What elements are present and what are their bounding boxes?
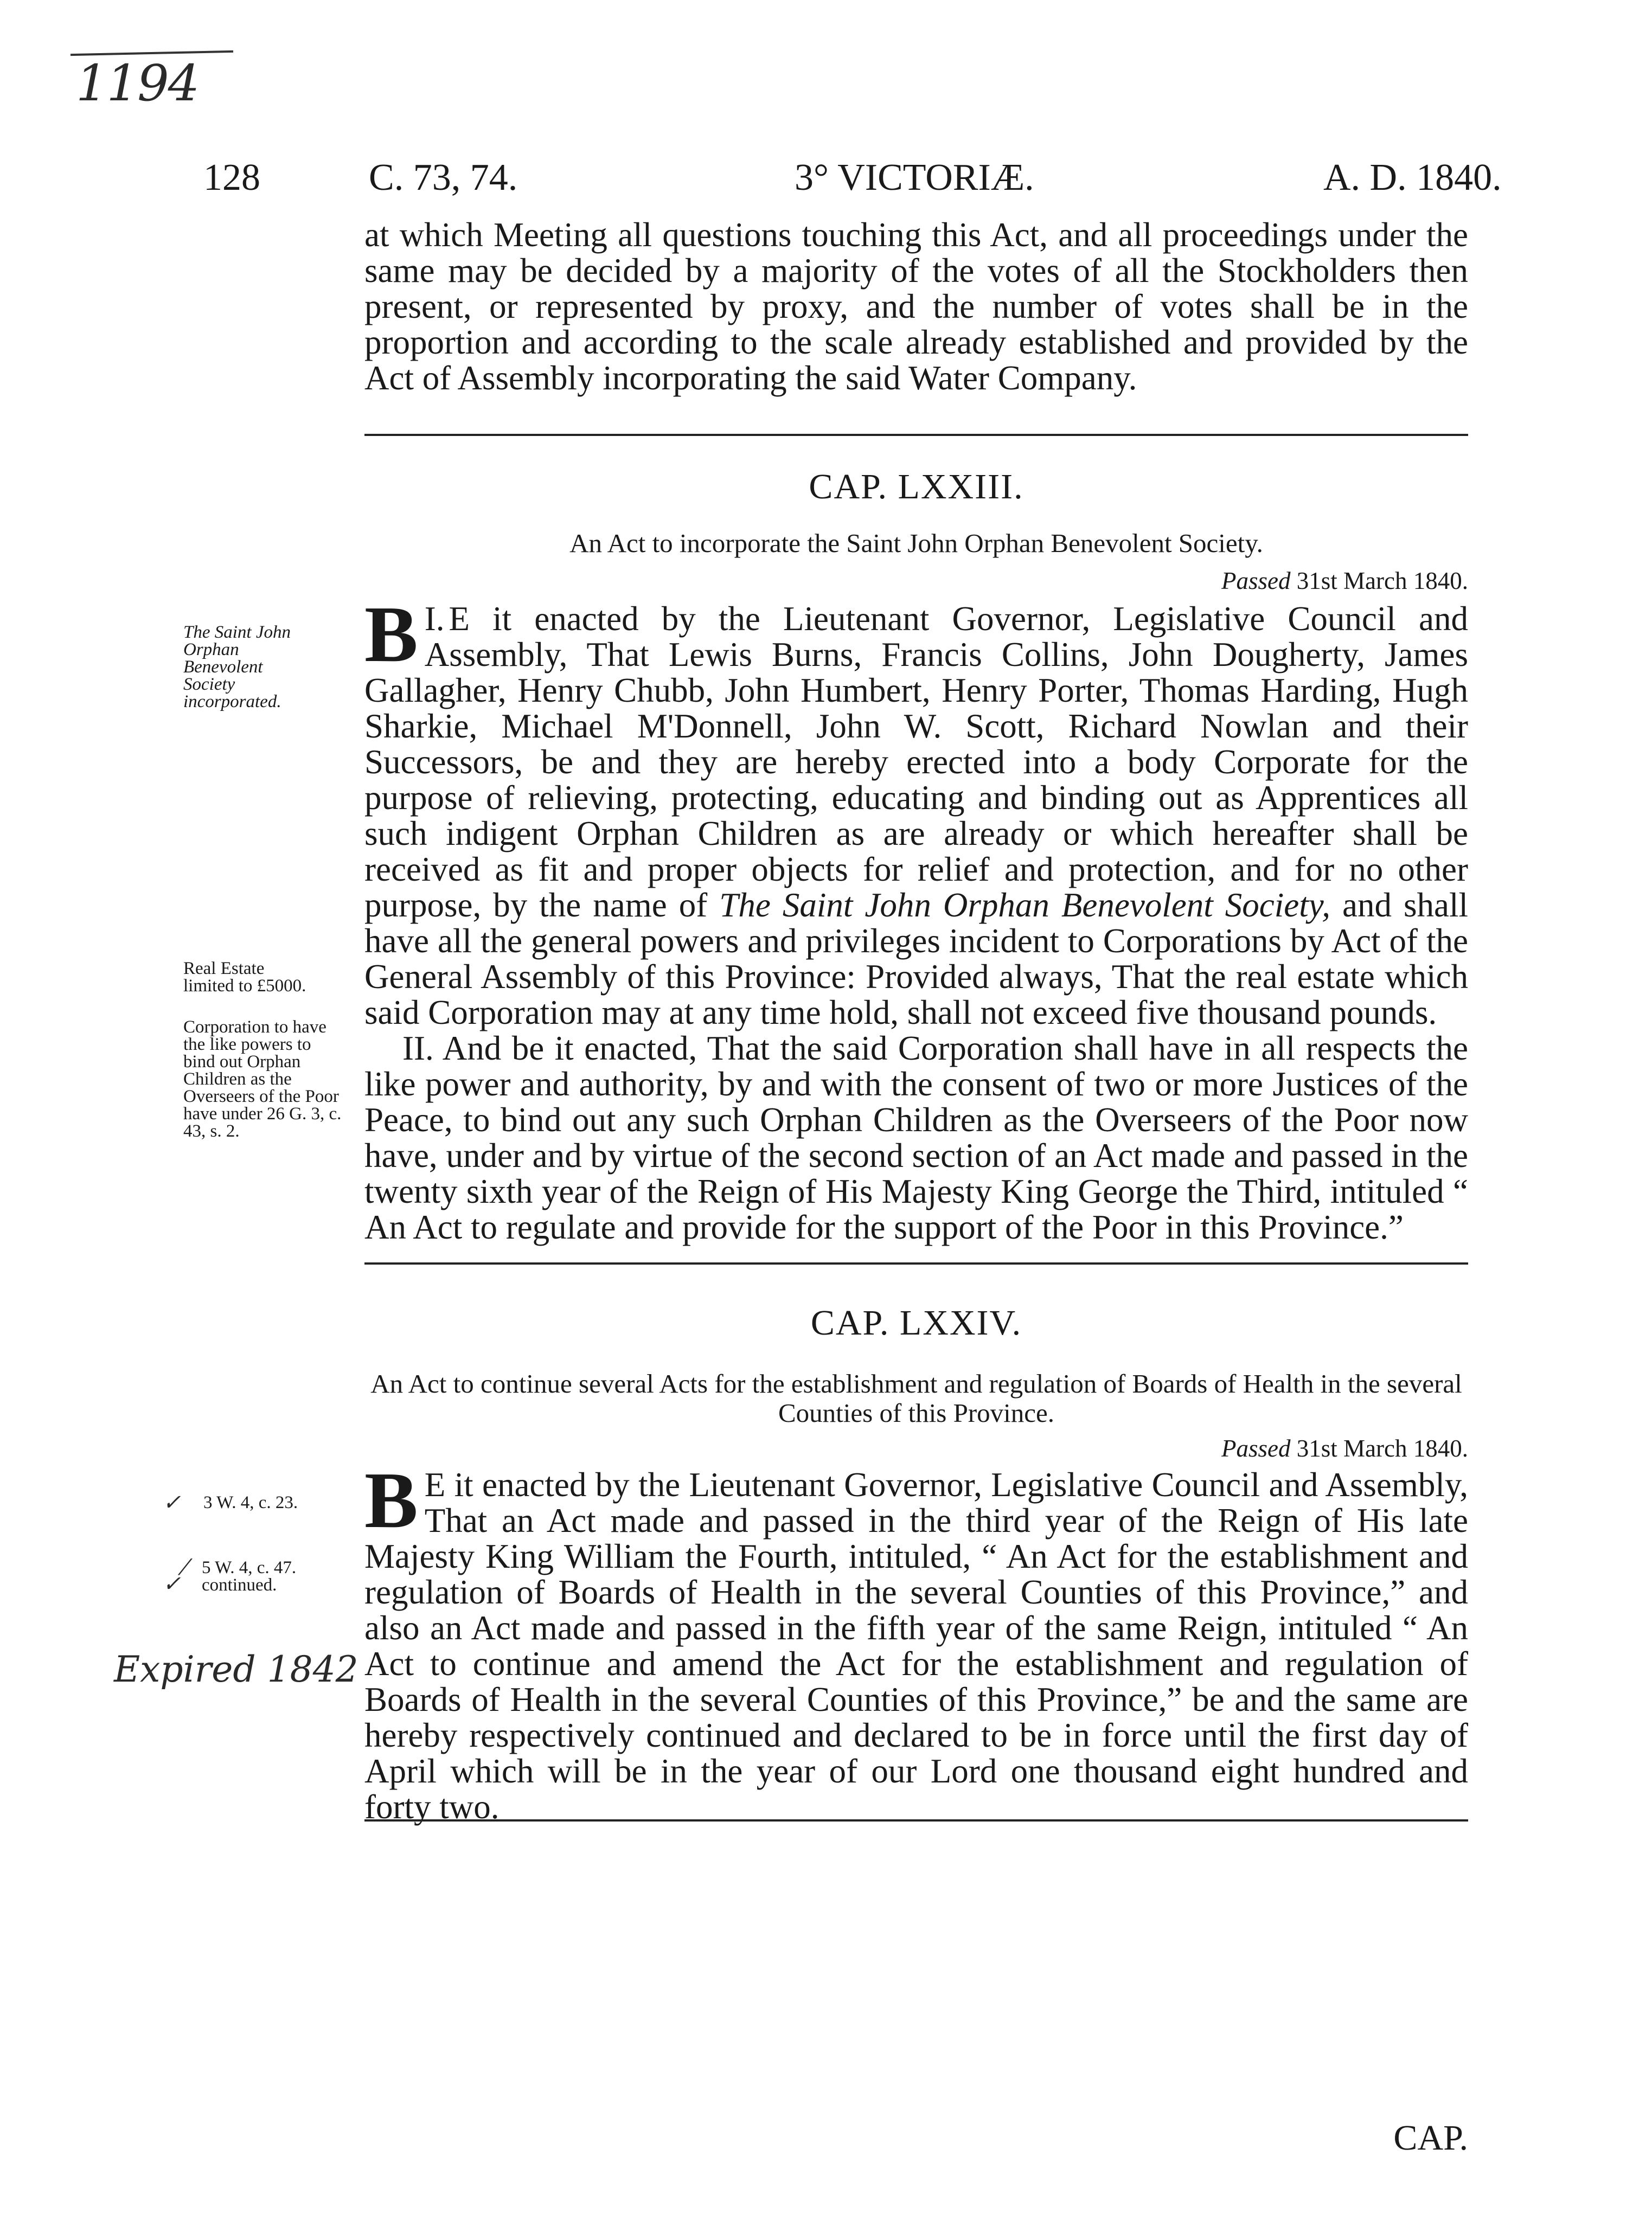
chapter-heading: CAP. LXXIII.: [809, 467, 1024, 506]
section-divider: [364, 1819, 1468, 1822]
handwritten-tick-mark: ✓: [163, 1572, 181, 1596]
society-name: The Saint John Orphan Benevolent Society,: [719, 886, 1330, 924]
section-divider: [364, 1262, 1468, 1265]
act-title: An Act to incorporate the Saint John Orphan Benevolent Society.: [569, 528, 1263, 558]
chapter-heading: CAP. LXXIV.: [810, 1303, 1022, 1343]
handwritten-expiry-note: Expired 1842: [114, 1649, 358, 1690]
drop-cap: B: [364, 590, 418, 679]
passed-date: [1221, 567, 1468, 595]
passed-label: Passed: [1221, 1435, 1291, 1462]
section-1-text-a: E it enacted by the Lieutenant Governor, Legislative Council and Assembly, That Lewis Burns, Francis Collins, John Dougherty, James Gallagher, Henry Chubb, John Humbert, Henry Porter, Thomas Harding, Hugh Sharkie, Michael M'Donnell, John W. Scott, Richard Nowlan and their Successors, be and they are hereby erected into a body Corporate for the purpose of relieving, protecting, educating and binding out as Apprentices all such indigent Orphan Children as are already or which hereafter shall be received as fit and proper objects for relief and protection, and for no other purpose, by the name of: [364, 600, 1468, 924]
margin-note: 3 W. 4, c. 23.: [203, 1493, 298, 1512]
margin-note: 5 W. 4, c. 47. continued.: [202, 1558, 297, 1595]
section-1-text-b: and shall have all the general powers and privileges incident to Corporations by Act of the General Assembly of this Province: Provided always, That the real estate which said Corporation may at any time hold, shall not exceed five thousand pounds.: [364, 886, 1469, 1031]
chapter-reference: C. 73, 74.: [369, 157, 518, 198]
margin-note: Corporation to have the like powers to bind out Orphan Children as the Overseers of the Poor have under 26 G. 3, c. 43, s. 2.: [183, 1017, 342, 1141]
passed-date-value: 31st March 1840.: [1296, 567, 1468, 594]
handwritten-tick-mark: ✓: [163, 1490, 181, 1515]
passed-label: Passed: [1221, 567, 1291, 594]
passed-date: [1221, 1434, 1468, 1463]
act-title: An Act to continue several Acts for the establishment and regulation of Boards of Health in the several Counties of this Province.: [370, 1369, 1462, 1428]
margin-note: The Saint John Orphan Benevolent Society incorporated.: [183, 623, 291, 711]
handwritten-tick-mark: ⁄: [183, 1555, 187, 1580]
page-number: 128: [203, 157, 260, 198]
continuation-paragraph: at which Meeting all questions touching this Act, and all proceedings under the same may be decided by a majority of the votes of all the Stockholders then present, or represented by proxy, and the number of votes shall be in the proportion and according to the scale already established and provided by the Act of Assembly incorporating the said Water Company.: [364, 216, 1468, 397]
handwritten-page-annotation: 1194: [76, 54, 199, 112]
margin-note: Real Estate limited to £5000.: [183, 959, 306, 996]
enactment-paragraph: [364, 1456, 1468, 1826]
calendar-year: A. D. 1840.: [1323, 157, 1502, 198]
passed-date-value: 31st March 1840.: [1296, 1435, 1468, 1462]
section-1-paragraph: [364, 590, 1469, 1031]
drop-cap: B: [364, 1456, 418, 1545]
catchword: CAP.: [1393, 2118, 1468, 2158]
section-divider: [364, 434, 1468, 436]
section-2-paragraph: II. And be it enacted, That the said Corporation shall have in all respects the like power and authority, by and with the consent of two or more Justices of the Peace, to bind out any such Orphan Children as the Overseers of the Poor now have, under and by virtue of the second section of an Act made and passed in the twenty sixth year of the Reign of His Majesty King George the Third, intituled “ An Act to regulate and provide for the support of the Poor in this Province.”: [364, 1029, 1468, 1246]
regnal-year: 3° VICTORIÆ.: [795, 157, 1034, 198]
enactment-text: E it enacted by the Lieutenant Governor, Legislative Council and Assembly, That an Act made and passed in the third year of the Reign of His late Majesty King William the Fourth, intituled, “ An Act for the establishment and regulation of Boards of Health in the several Counties of this Province,” and also an Act made and passed in the fifth year of the same Reign, intituled “ An Act to continue and amend the Act for the establishment and regulation of Boards of Health in the several Counties of this Province,” be and the same are hereby respectively continued and declared to be in force until the first day of April which will be in the year of our Lord one thousand eight hundred and forty two.: [364, 1466, 1468, 1826]
section-number: I.: [424, 600, 445, 638]
